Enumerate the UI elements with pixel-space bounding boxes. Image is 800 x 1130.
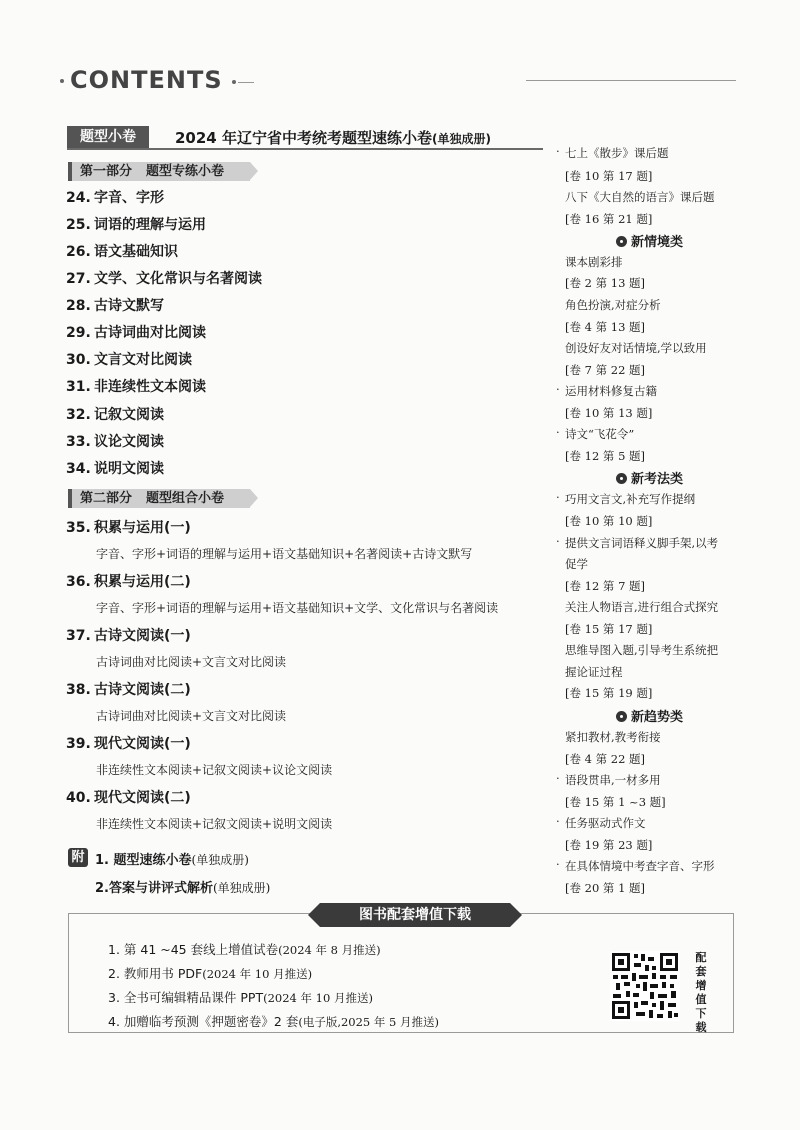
toc-item[interactable] — [66, 431, 164, 451]
download-text: 1. 第 41 ~45 套线上增值试卷 — [108, 942, 279, 957]
toc-num: 33. — [66, 434, 91, 450]
part1-label-a: 第一部分 — [80, 164, 133, 179]
download-text: 4. 加赠临考预测《押题密卷》2 套 — [108, 1014, 299, 1029]
category-icon — [616, 711, 627, 722]
toc-num: 37. — [66, 628, 91, 644]
feature-line: · 七上《散步》课后题 — [565, 145, 669, 161]
page-title: CONTENTS — [70, 66, 223, 94]
toc-text: 积累与运用(二) — [94, 574, 191, 590]
section-title-text: 2024 年辽宁省中考统考题型速练小卷 — [175, 129, 432, 147]
toc-item[interactable] — [66, 679, 191, 699]
download-item[interactable] — [108, 1012, 439, 1030]
feature-line: 握论证过程 — [565, 665, 623, 679]
toc-text: 说明文阅读 — [94, 461, 164, 477]
toc-item[interactable] — [66, 295, 164, 315]
category-icon — [616, 236, 627, 247]
toc-item[interactable] — [66, 458, 164, 478]
feature-ref: [卷 12 第 7 题] — [565, 579, 646, 593]
feature-ref: [卷 10 第 17 题] — [565, 169, 653, 183]
toc-item[interactable] — [66, 376, 206, 396]
feature-line: 促学 — [565, 557, 588, 571]
feature-line: · 任务驱动式作文 — [565, 815, 646, 831]
header-dot-left — [60, 79, 64, 83]
toc-text: 现代文阅读(一) — [94, 736, 191, 752]
toc-item[interactable] — [66, 187, 164, 207]
toc-item-desc: 古诗词曲对比阅读+文言文对比阅读 — [96, 709, 287, 723]
category-heading — [616, 468, 683, 487]
toc-num: 27. — [66, 271, 91, 287]
toc-num: 36. — [66, 574, 91, 590]
toc-item-desc: 字音、字形+词语的理解与运用+语文基础知识+名著阅读+古诗文默写 — [96, 547, 473, 561]
section-title — [175, 127, 491, 148]
toc-num: 39. — [66, 736, 91, 752]
download-text: 2. 教师用书 PDF — [108, 966, 203, 981]
feature-line: · 诗文“飞花令” — [565, 426, 634, 442]
appendix-note: (单独成册) — [191, 853, 249, 867]
feature-ref: [卷 10 第 10 题] — [565, 514, 653, 528]
category-label: 新趋势类 — [631, 710, 684, 725]
toc-item-desc: 非连续性文本阅读+记叙文阅读+议论文阅读 — [96, 763, 333, 777]
toc-num: 35. — [66, 520, 91, 536]
toc-text: 古诗词曲对比阅读 — [94, 325, 206, 341]
toc-num: 30. — [66, 352, 91, 368]
section-tag: 题型小卷 — [67, 126, 149, 148]
part2-label-b: 题型组合小卷 — [146, 491, 225, 506]
header-dot-right — [232, 80, 236, 84]
toc-num: 29. — [66, 325, 91, 341]
toc-item[interactable] — [66, 241, 178, 261]
feature-ref: [卷 15 第 19 题] — [565, 686, 653, 700]
feature-line: 课本剧彩排 — [565, 255, 623, 269]
feature-line: · 运用材料修复古籍 — [565, 383, 657, 399]
toc-num: 38. — [66, 682, 91, 698]
feature-ref: [卷 16 第 21 题] — [565, 212, 653, 226]
feature-ref: [卷 15 第 1 ~3 题] — [565, 795, 666, 809]
feature-line: 思维导图入题,引导考生系统把 — [565, 643, 719, 657]
toc-num: 24. — [66, 190, 91, 206]
toc-item[interactable] — [66, 787, 191, 807]
download-note: (电子版,2025 年 5 月推送) — [298, 1015, 440, 1029]
part1-label — [68, 162, 250, 181]
category-label: 新情境类 — [631, 235, 684, 250]
appendix-item[interactable] — [95, 877, 270, 896]
toc-text: 议论文阅读 — [94, 434, 164, 450]
feature-ref: [卷 12 第 5 题] — [565, 449, 646, 463]
feature-line: 创设好友对话情境,学以致用 — [565, 341, 707, 355]
toc-item[interactable] — [66, 349, 192, 369]
feature-ref: [卷 10 第 13 题] — [565, 406, 653, 420]
appendix-text: 2.答案与讲评式解析 — [95, 881, 213, 896]
toc-num: 31. — [66, 379, 91, 395]
toc-item[interactable] — [66, 404, 164, 424]
toc-text: 古诗文阅读(二) — [94, 682, 191, 698]
section-underline — [67, 148, 543, 150]
toc-text: 文言文对比阅读 — [94, 352, 192, 368]
feature-line: 角色扮演,对症分析 — [565, 298, 661, 312]
download-note: (2024 年 10 月推送) — [202, 967, 313, 981]
category-icon — [616, 473, 627, 484]
toc-num: 28. — [66, 298, 91, 314]
toc-text: 字音、字形 — [94, 190, 164, 206]
appendix-item[interactable] — [95, 849, 249, 868]
toc-num: 25. — [66, 217, 91, 233]
header-rule-long — [526, 80, 736, 81]
toc-num: 40. — [66, 790, 91, 806]
toc-item[interactable] — [66, 517, 191, 537]
toc-item[interactable] — [66, 214, 206, 234]
category-heading — [616, 706, 683, 725]
feature-ref: [卷 20 第 1 题] — [565, 881, 646, 895]
toc-text: 古诗文默写 — [94, 298, 164, 314]
download-item[interactable] — [108, 964, 312, 982]
header-rule-short — [238, 82, 254, 83]
feature-line: 八下《大自然的语言》课后题 — [565, 190, 715, 204]
toc-item[interactable] — [66, 268, 262, 288]
feature-ref: [卷 4 第 22 题] — [565, 752, 646, 766]
toc-item-desc: 字音、字形+词语的理解与运用+语文基础知识+文学、文化常识与名著阅读 — [96, 601, 499, 615]
feature-ref: [卷 7 第 22 题] — [565, 363, 646, 377]
toc-item-desc: 古诗词曲对比阅读+文言文对比阅读 — [96, 655, 287, 669]
section-title-note: (单独成册) — [431, 132, 491, 146]
feature-line: · 巧用文言文,补充写作提纲 — [565, 491, 695, 507]
category-heading — [616, 231, 683, 250]
toc-text: 积累与运用(一) — [94, 520, 191, 536]
feature-line: · 语段贯串,一材多用 — [565, 772, 661, 788]
toc-num: 34. — [66, 461, 91, 477]
toc-item[interactable] — [66, 733, 191, 753]
download-item[interactable] — [108, 988, 373, 1006]
feature-line: 关注人物语言,进行组合式探究 — [565, 600, 719, 614]
toc-text: 语文基础知识 — [94, 244, 178, 260]
toc-text: 词语的理解与运用 — [94, 217, 206, 233]
toc-item[interactable] — [66, 322, 206, 342]
toc-text: 记叙文阅读 — [94, 407, 164, 423]
part2-label — [68, 489, 250, 508]
feature-line: 紧扣教材,教考衔接 — [565, 730, 661, 744]
toc-item[interactable] — [66, 571, 191, 591]
toc-text: 非连续性文本阅读 — [94, 379, 206, 395]
toc-num: 26. — [66, 244, 91, 260]
download-note: (2024 年 10 月推送) — [263, 991, 373, 1005]
feature-ref: [卷 19 第 23 题] — [565, 838, 653, 852]
feature-ref: [卷 4 第 13 题] — [565, 320, 646, 334]
toc-text: 文学、文化常识与名著阅读 — [94, 271, 262, 287]
feature-line: · 在具体情境中考查字音、字形 — [565, 858, 715, 874]
toc-text: 古诗文阅读(一) — [94, 628, 191, 644]
toc-text: 现代文阅读(二) — [94, 790, 191, 806]
qr-code-icon[interactable] — [610, 951, 680, 1021]
appendix-badge: 附 — [68, 848, 88, 867]
part2-label-a: 第二部分 — [80, 491, 133, 506]
appendix-text: 1. 题型速练小卷 — [95, 853, 192, 868]
download-note: (2024 年 8 月推送) — [278, 943, 381, 957]
download-heading: 图书配套增值下载 — [320, 903, 510, 927]
toc-item[interactable] — [66, 625, 191, 645]
toc-item-desc: 非连续性文本阅读+记叙文阅读+说明文阅读 — [96, 817, 333, 831]
part1-label-b: 题型专练小卷 — [146, 164, 225, 179]
category-label: 新考法类 — [631, 472, 684, 487]
download-item[interactable] — [108, 940, 381, 958]
qr-caption: 配套增值下载 — [695, 951, 707, 1034]
feature-ref: [卷 2 第 13 题] — [565, 276, 646, 290]
download-text: 3. 全书可编辑精品课件 PPT — [108, 990, 264, 1005]
appendix-note: (单独成册) — [212, 881, 271, 895]
toc-num: 32. — [66, 407, 91, 423]
feature-ref: [卷 15 第 17 题] — [565, 622, 653, 636]
feature-line: · 提供文言词语释义脚手架,以考 — [565, 535, 718, 551]
